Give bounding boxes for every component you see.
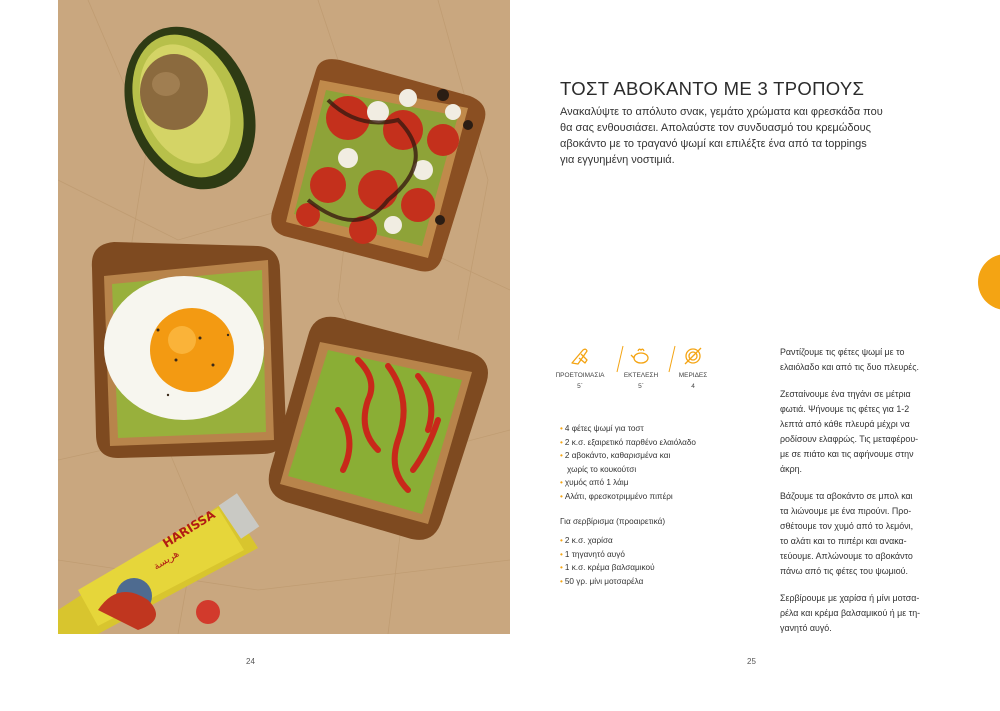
method-step: Βάζουμε τα αβοκάντο σε μπολ και τα λιώνουμε με ένα πιρούνι. Προ- σθέτουμε τον χυμό από το λεμόνι, το αλάτι και το πιπέρι και ανακα- τεύουμε. Απλώνουμε το αβοκάντο πάνω από τις φέτες του ψωμιού. xyxy=(780,491,914,576)
tube-cap xyxy=(196,600,220,624)
pan-icon xyxy=(630,345,652,367)
list-item: • Αλάτι, φρεσκοτριμμένο πιπέρι xyxy=(560,491,673,501)
ingredients-list xyxy=(560,422,696,504)
toast-fried-egg xyxy=(92,242,286,458)
list-item: χωρίς το κουκούτσι xyxy=(567,464,637,474)
intro-line: Ανακαλύψτε το απόλυτο σνακ, γεμάτο χρώματα και φρεσκάδα που xyxy=(560,106,883,118)
list-item: • 2 κ.σ. εξαιρετικό παρθένο ελαιόλαδο xyxy=(560,437,696,447)
list-item: • 1 τηγανητό αυγό xyxy=(560,549,625,559)
method-step: Ραντίζουμε τις φέτες ψωμί με το ελαιόλαδο και από τις δυο πλευρές. xyxy=(780,347,919,372)
plate-icon xyxy=(682,345,704,367)
recipe-title: ΤΟΣΤ ΑΒΟΚΑΝΤΟ ΜΕ 3 ΤΡΟΠΟΥΣ xyxy=(560,78,865,99)
method-text xyxy=(780,345,943,648)
meta-value: 4 xyxy=(691,383,695,390)
egg-yolk xyxy=(150,308,234,392)
intro-line: θα σας ενθουσιάσει. Απολαύστε τον συνδυασμό του κρεμώδους xyxy=(560,122,871,134)
intro-line: αβοκάντο με το τραγανό ψωμί και επιλέξτε ένα από τα toppings xyxy=(560,138,867,150)
chapter-tab xyxy=(978,254,1000,310)
list-item: • 4 φέτες ψωμί για τοστ xyxy=(560,424,644,433)
list-item: • χυμός από 1 λάιμ xyxy=(560,478,629,488)
method-step: Ζεσταίνουμε ένα τηγάνι σε μέτρια φωτιά. Ψήνουμε τις φέτες για 1-2 λεπτά από κάθε πλευρά μέχρι να ροδίσουν ελαφρώς. Τις μεταφέρου- με σε πιάτο και τις αφήνουμε στην άκρη. xyxy=(780,389,919,474)
meta-value: 5΄ xyxy=(638,383,644,390)
page-number-left: 24 xyxy=(246,657,255,666)
serving-list xyxy=(560,534,655,588)
tube-label-arabic: هريسة xyxy=(151,548,182,573)
knife-icon xyxy=(569,345,591,367)
meta-label: ΠΡΟΕΤΟΙΜΑΣΙΑ xyxy=(555,372,605,379)
avocado-toast-illustration xyxy=(58,0,510,634)
recipe-photo xyxy=(58,0,510,634)
meta-label: ΜΕΡΙΔΕΣ xyxy=(678,372,708,379)
meta-cook xyxy=(613,345,669,390)
list-item: • 2 αβοκάντο, καθαρισμένα και xyxy=(560,451,671,461)
intro-line: για εγγυημένη νοστιμιά. xyxy=(560,154,675,166)
list-item: • 50 γρ. μίνι μοτσαρέλα xyxy=(560,576,644,586)
serving-heading: Για σερβίρισμα (προαιρετικά) xyxy=(560,517,666,526)
meta-value: 5΄ xyxy=(577,383,583,390)
list-item: • 2 κ.σ. χαρίσα xyxy=(560,536,613,545)
meta-prep xyxy=(552,345,608,390)
recipe-intro xyxy=(560,104,900,168)
method-step: Σερβίρουμε με χαρίσα ή μίνι μοτσα- ρέλα και κρέμα βαλσαμικού ή με τη- γανητό αυγό. xyxy=(780,593,921,633)
list-item: • 1 κ.σ. κρέμα βαλσαμικού xyxy=(560,563,655,573)
meta-servings xyxy=(665,345,721,390)
meta-label: ΕΚΤΕΛΕΣΗ xyxy=(623,372,659,379)
page-number-right: 25 xyxy=(747,657,756,666)
tube-label: HARISSA xyxy=(160,507,218,551)
